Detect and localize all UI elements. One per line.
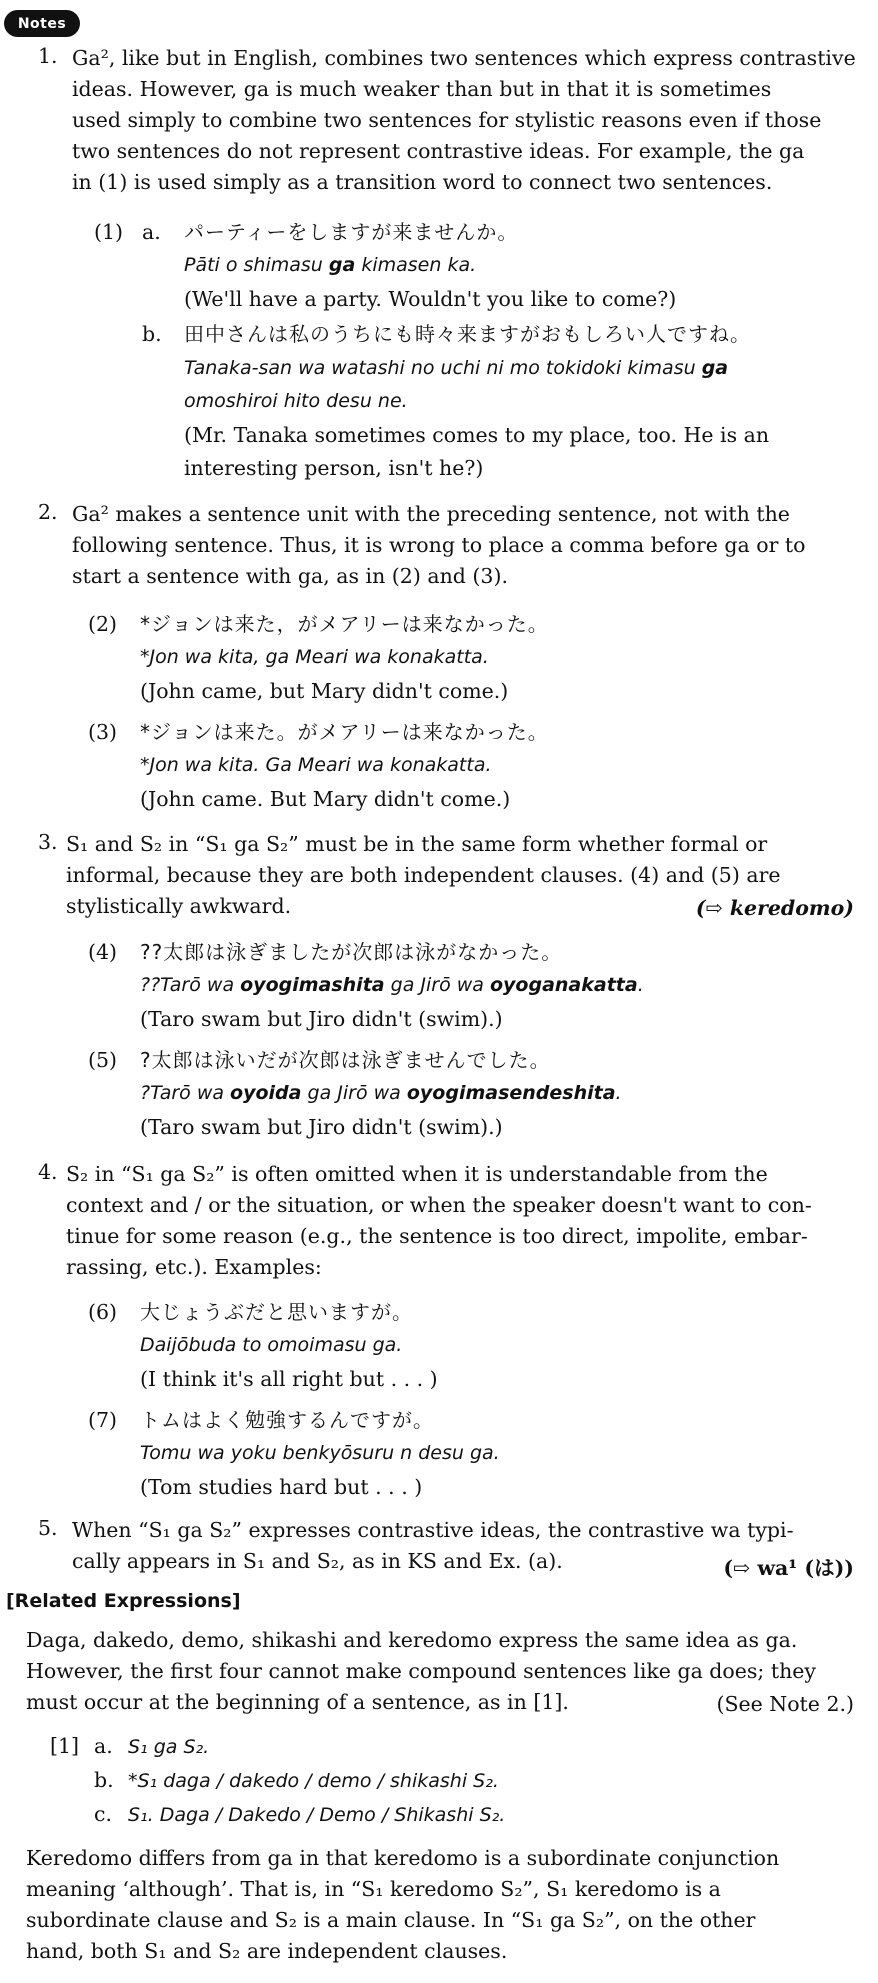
example-2-japanese: *ジョンは来た，がメアリーは来なかった。 xyxy=(140,612,549,636)
note-2-line-3: start a sentence with ga, as in (2) and (3). xyxy=(72,564,508,588)
romaji-bold: oyoganakatta xyxy=(489,974,638,996)
related-p2-line-2: meaning ‘although’. That is, in “S₁ keredomo S₂”, S₁ keredomo is a xyxy=(26,1877,721,1901)
romaji-bold: oyoida xyxy=(230,1082,302,1104)
romaji-text: . xyxy=(615,1082,622,1104)
note-4-line-3: tinue for some reason (e.g., the sentence is too direct, impolite, embar- xyxy=(66,1224,808,1248)
related-example-c-label: c. xyxy=(94,1802,112,1826)
related-see-note-reference: (See Note 2.) xyxy=(716,1692,854,1716)
related-p2-line-3: subordinate clause and S₂ is a main clause. In “S₁ ga S₂”, on the other xyxy=(26,1908,756,1932)
note-3-line-2: informal, because they are both independent clauses. (4) and (5) are xyxy=(66,863,781,887)
example-1a-english: (We'll have a party. Wouldn't you like to come?) xyxy=(184,287,677,311)
example-3-japanese: *ジョンは来た。がメアリーは来なかった。 xyxy=(140,720,549,744)
example-3-english: (John came. But Mary didn't come.) xyxy=(140,787,511,811)
example-2-label: (2) xyxy=(88,612,118,636)
romaji-bold: ga xyxy=(701,357,729,379)
example-7-label: (7) xyxy=(88,1408,118,1432)
example-6-english: (I think it's all right but . . . ) xyxy=(140,1367,438,1391)
romaji-text: Tanaka-san wa watashi no uchi ni mo tokidoki kimasu xyxy=(184,357,702,379)
note-5-line-2: cally appears in S₁ and S₂, as in KS and Ex. (a). xyxy=(72,1549,563,1573)
note-3-cross-reference: (⇨ keredomo) xyxy=(695,896,854,920)
note-3-number: 3. xyxy=(38,830,58,854)
example-2-romaji: *Jon wa kita, ga Meari wa konakatta. xyxy=(140,646,489,668)
related-expressions-heading: [Related Expressions] xyxy=(6,1590,241,1612)
note-2-line-1: Ga² makes a sentence unit with the preceding sentence, not with the xyxy=(72,502,790,526)
note-3-line-3: stylistically awkward. xyxy=(66,894,292,918)
example-1-label: (1) xyxy=(94,220,124,244)
romaji-text: . xyxy=(637,974,644,996)
note-2-line-2: following sentence. Thus, it is wrong to place a comma before ga or to xyxy=(72,533,806,557)
romaji-text: ga Jirō wa xyxy=(301,1082,407,1104)
example-1a-japanese: パーティーをしますが来ませんか。 xyxy=(184,220,519,244)
example-1a-romaji xyxy=(184,256,476,275)
related-p2-line-4: hand, both S₁ and S₂ are independent clauses. xyxy=(26,1939,508,1963)
example-1b-english-2: interesting person, isn't he?) xyxy=(184,456,484,480)
example-5-romaji xyxy=(140,1084,622,1103)
romaji-bold: oyogimasendeshita xyxy=(406,1082,616,1104)
note-5-cross-reference: (⇨ wa¹ (は)) xyxy=(723,1556,854,1580)
romaji-text: ?Tarō wa xyxy=(140,1082,231,1104)
note-1-line-4: two sentences do not represent contrastive ideas. For example, the ga xyxy=(72,139,805,163)
notes-badge: Notes xyxy=(4,10,80,37)
note-1-line-5: in (1) is used simply as a transition word to connect two sentences. xyxy=(72,170,773,194)
example-1b-japanese: 田中さんは私のうちにも時々来ますがおもしろい人ですね。 xyxy=(184,322,751,346)
example-7-japanese: トムはよく勉強するんですが。 xyxy=(140,1408,434,1432)
note-2-number: 2. xyxy=(38,500,58,524)
example-7-english: (Tom studies hard but . . . ) xyxy=(140,1475,423,1499)
note-1-number: 1. xyxy=(38,44,58,68)
example-6-romaji: Daijōbuda to omoimasu ga. xyxy=(140,1334,403,1356)
related-p1-line-3: must occur at the beginning of a sentence, as in [1]. xyxy=(26,1690,569,1714)
example-1b-romaji-1 xyxy=(184,359,728,378)
related-example-a-label: a. xyxy=(94,1734,113,1758)
example-2-english: (John came, but Mary didn't come.) xyxy=(140,679,509,703)
example-4-english: (Taro swam but Jiro didn't (swim).) xyxy=(140,1007,503,1031)
romaji-text: ??Tarō wa xyxy=(140,974,241,996)
related-example-a-text: S₁ ga S₂. xyxy=(128,1736,210,1758)
note-4-line-1: S₂ in “S₁ ga S₂” is often omitted when it is understandable from the xyxy=(66,1162,768,1186)
romaji-bold: ga xyxy=(328,254,356,276)
note-1-line-2: ideas. However, ga is much weaker than but in that it is sometimes xyxy=(72,77,772,101)
note-4-number: 4. xyxy=(38,1160,58,1184)
related-p1-line-2: However, the first four cannot make compound sentences like ga does; they xyxy=(26,1659,817,1683)
related-example-b-text: *S₁ daga / dakedo / demo / shikashi S₂. xyxy=(128,1770,499,1792)
example-7-romaji: Tomu wa yoku benkyōsuru n desu ga. xyxy=(140,1442,500,1464)
example-6-label: (6) xyxy=(88,1300,118,1324)
note-1-line-3: used simply to combine two sentences for stylistic reasons even if those xyxy=(72,108,822,132)
example-5-japanese: ?太郎は泳いだが次郎は泳ぎませんでした。 xyxy=(140,1048,551,1072)
example-3-label: (3) xyxy=(88,720,118,744)
romaji-bold: oyogimashita xyxy=(240,974,385,996)
note-4-line-2: context and / or the situation, or when the speaker doesn't want to con- xyxy=(66,1193,812,1217)
example-1b-english-1: (Mr. Tanaka sometimes comes to my place, too. He is an xyxy=(184,423,770,447)
note-1-line-1: Ga², like but in English, combines two sentences which express contrastive xyxy=(72,46,856,70)
related-p1-line-1: Daga, dakedo, demo, shikashi and keredomo express the same idea as ga. xyxy=(26,1628,798,1652)
example-1b-romaji-2: omoshiroi hito desu ne. xyxy=(184,390,408,412)
example-4-romaji xyxy=(140,976,644,995)
example-1b-label: b. xyxy=(142,322,162,346)
example-5-label: (5) xyxy=(88,1048,118,1072)
example-3-romaji: *Jon wa kita. Ga Meari wa konakatta. xyxy=(140,754,492,776)
related-example-b-label: b. xyxy=(94,1768,114,1792)
romaji-text: Pāti o shimasu xyxy=(184,254,329,276)
romaji-text: kimasen ka. xyxy=(355,254,477,276)
note-3-line-1: S₁ and S₂ in “S₁ ga S₂” must be in the same form whether formal or xyxy=(66,832,768,856)
related-p2-line-1: Keredomo differs from ga in that keredomo is a subordinate conjunction xyxy=(26,1846,780,1870)
related-example-c-text: S₁. Daga / Dakedo / Demo / Shikashi S₂. xyxy=(128,1804,506,1826)
romaji-text: ga Jirō wa xyxy=(384,974,490,996)
example-6-japanese: 大じょうぶだと思いますが。 xyxy=(140,1300,413,1324)
example-5-english: (Taro swam but Jiro didn't (swim).) xyxy=(140,1115,503,1139)
example-1a-label: a. xyxy=(142,220,161,244)
example-4-label: (4) xyxy=(88,940,118,964)
related-example-label: [1] xyxy=(50,1734,80,1758)
note-4-line-4: rassing, etc.). Examples: xyxy=(66,1255,322,1279)
note-5-line-1: When “S₁ ga S₂” expresses contrastive ideas, the contrastive wa typi- xyxy=(72,1518,794,1542)
note-5-number: 5. xyxy=(38,1516,58,1540)
example-4-japanese: ??太郎は泳ぎましたが次郎は泳がなかった。 xyxy=(140,940,563,964)
